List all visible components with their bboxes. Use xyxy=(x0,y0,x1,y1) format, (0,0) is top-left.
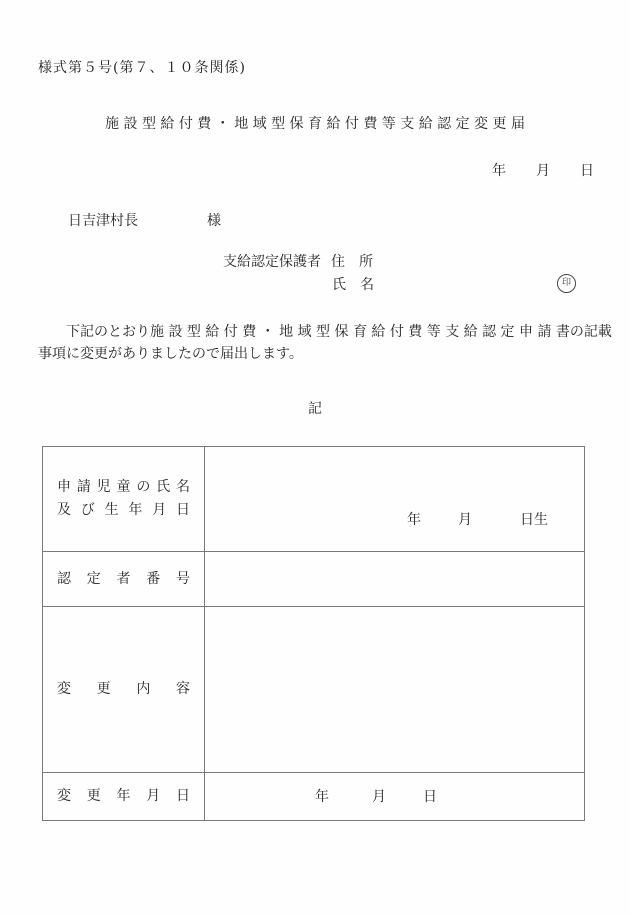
body-line-1: 下記のとおり施 設 型 給 付 費 ・ 地 域 型 保 育 給 付 費 等 支 給 認 定 申 請 書の記載 xyxy=(66,324,612,340)
change-year-label: 年 xyxy=(315,788,329,805)
certification-number-label: 認 定 者 番 号 xyxy=(57,570,190,587)
birth-month-label: 月 xyxy=(458,512,472,528)
guardian-label: 支給認定保護者 xyxy=(223,254,321,270)
change-details-label: 変 更 内 容 xyxy=(57,681,190,697)
guardian-address-line xyxy=(223,255,373,269)
change-date-value-cell xyxy=(205,773,584,820)
row-change-date-label-cell xyxy=(43,773,205,820)
change-date-label: 変 更 年 月 日 xyxy=(57,788,190,804)
guardian-name-line xyxy=(332,278,374,292)
guardian-address-label: 住 所 xyxy=(331,254,373,270)
body-line-2: 事項に変更がありましたので届出します。 xyxy=(38,346,303,362)
date-day-label: 日 xyxy=(580,163,594,179)
change-day-label: 日 xyxy=(423,788,437,805)
row-certification-number-label-cell xyxy=(43,552,205,607)
submission-date-line xyxy=(0,164,630,178)
addressee-honorific: 様 xyxy=(207,213,221,229)
child-birthdate-value-cell xyxy=(205,447,584,552)
addressee-line xyxy=(68,214,221,228)
body-paragraph xyxy=(38,321,612,365)
change-notification-table xyxy=(42,446,585,821)
date-year-label: 年 xyxy=(492,163,506,179)
form-number: 様式第５号(第７、１０条関係) xyxy=(38,60,246,76)
child-name-label-line2: 及 び 生 年 月 日 xyxy=(57,502,190,518)
guardian-name-label: 氏 名 xyxy=(332,277,374,293)
birth-year-label: 年 xyxy=(407,512,421,528)
change-details-value-cell xyxy=(205,607,584,773)
record-heading: 記 xyxy=(308,401,322,417)
row-change-details-label-cell xyxy=(43,607,205,773)
change-month-label: 月 xyxy=(372,788,386,805)
date-month-label: 月 xyxy=(536,163,550,179)
seal-mark-icon: 印 xyxy=(557,274,576,293)
document-title: 施 設 型 給 付 費 ・ 地 域 型 保 育 給 付 費 等 支 給 認 定 変 更 届 xyxy=(105,116,525,132)
addressee-name: 日吉津村長 xyxy=(68,213,138,229)
certification-number-value-cell xyxy=(205,552,584,607)
birth-day-label: 日生 xyxy=(520,512,548,528)
child-name-label-line1: 申 請 児 童 の 氏 名 xyxy=(57,479,190,495)
row-child-name-label-cell xyxy=(43,447,205,552)
